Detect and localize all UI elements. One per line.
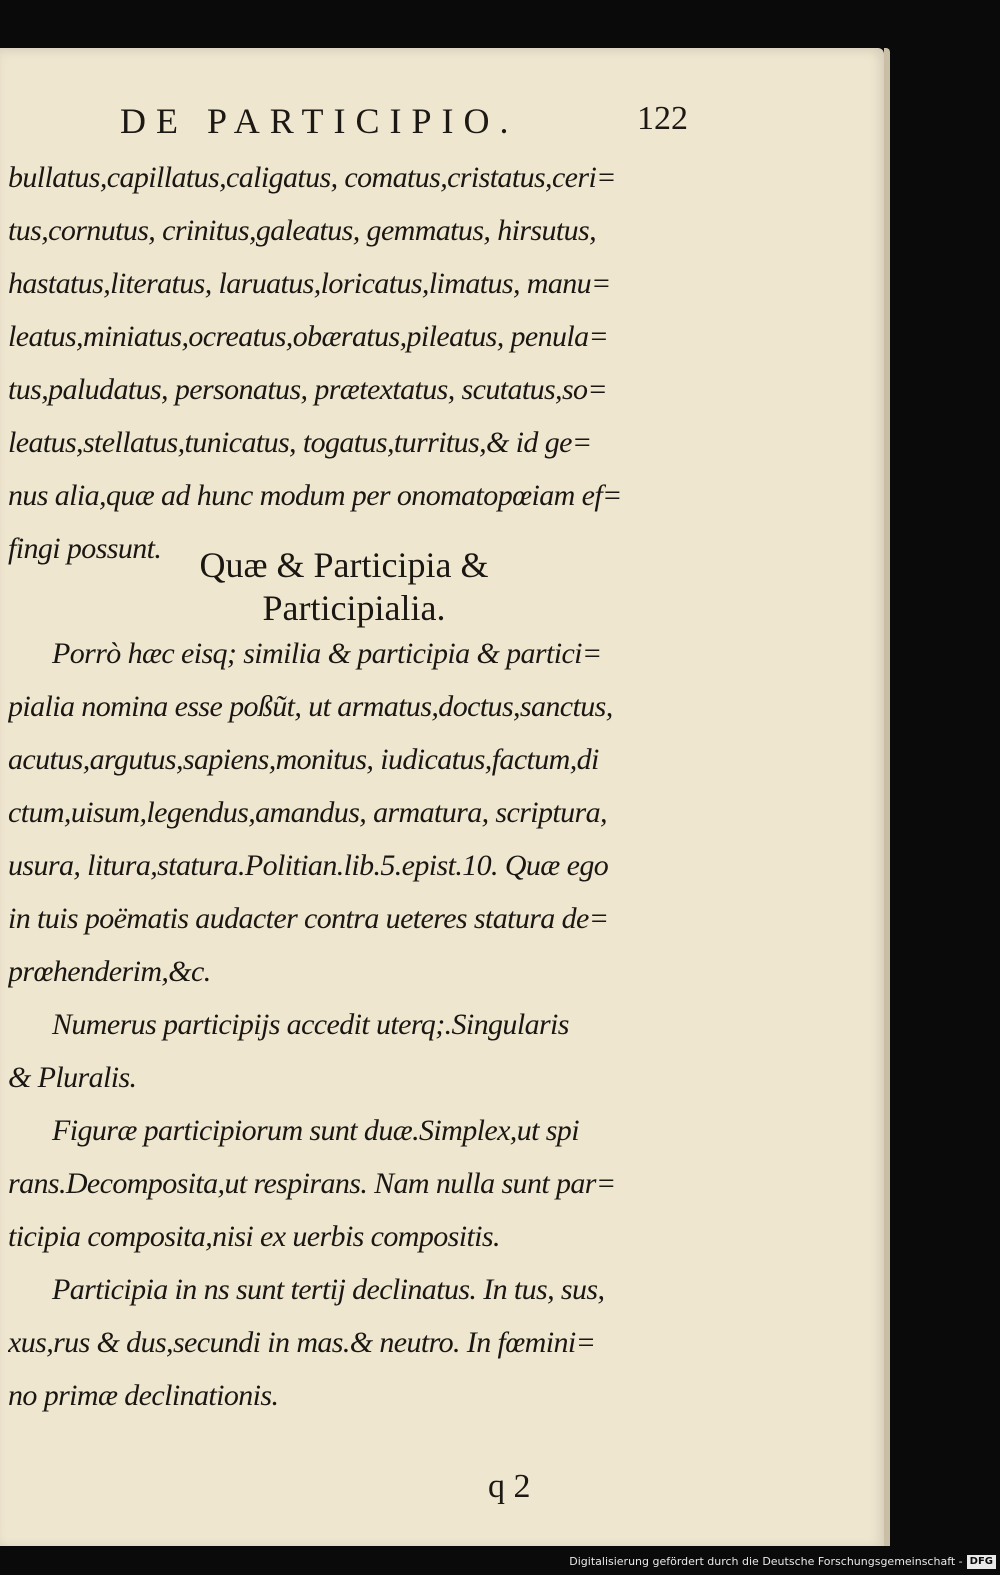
body-line: leatus,miniatus,ocreatus,obæratus,pileatus, penula= [8, 320, 609, 353]
page-text-block [8, 48, 868, 1546]
body-line: & Pluralis. [8, 1061, 137, 1094]
body-line: Porrò hæc eisq; similia & participia & partici= [52, 637, 602, 670]
body-line: tus,paludatus, personatus, prætextatus, scutatus,so= [8, 373, 608, 406]
book-page [0, 48, 884, 1546]
body-line: Figuræ participiorum sunt duæ.Simplex,ut spi [52, 1114, 579, 1147]
body-line: ticipia composita,nisi ex uerbis compositis. [8, 1220, 500, 1253]
body-line: fingi possunt. [8, 532, 162, 565]
body-line: xus,rus & dus,secundi in mas.& neutro. In fœmini= [8, 1326, 596, 1359]
body-line: tus,cornutus, crinitus,galeatus, gemmatus, hirsutus, [8, 214, 596, 247]
page-edge [884, 48, 890, 1546]
body-line: in tuis poëmatis audacter contra ueteres statura de= [8, 902, 609, 935]
body-line: Numerus participijs accedit uterq;.Singularis [52, 1008, 569, 1041]
footer-credit-text: Digitalisierung gefördert durch die Deutsche Forschungsgemeinschaft - [569, 1555, 963, 1568]
section-heading-line1: Quæ & Participia & [199, 545, 489, 585]
running-head: DE PARTICIPIO. [120, 101, 519, 141]
body-line: no primæ declinationis. [8, 1379, 279, 1412]
body-line: hastatus,literatus, laruatus,loricatus,limatus, manu= [8, 267, 611, 300]
body-line: prœhenderim,&c. [8, 955, 211, 988]
body-line: rans.Decomposita,ut respirans. Nam nulla sunt par= [8, 1167, 616, 1200]
body-line: ctum,uisum,legendus,amandus, armatura, scriptura, [8, 796, 607, 829]
section-heading-line2: Participialia. [262, 588, 446, 628]
signature-mark: q 2 [488, 1468, 531, 1505]
dfg-logo: DFG [967, 1555, 996, 1569]
folio-number: 122 [637, 100, 688, 137]
footer-credit [396, 1552, 996, 1572]
body-line: acutus,argutus,sapiens,monitus, iudicatus,factum,di [8, 743, 599, 776]
body-line: bullatus,capillatus,caligatus, comatus,cristatus,ceri= [8, 161, 616, 194]
body-line: Participia in ns sunt tertij declinatus. In tus, sus, [52, 1273, 605, 1306]
body-line: nus alia,quæ ad hunc modum per onomatopœiam ef= [8, 479, 622, 512]
body-line: pialia nomina esse poßũt, ut armatus,doctus,sanctus, [8, 690, 613, 723]
body-line: leatus,stellatus,tunicatus, togatus,turritus,& id ge= [8, 426, 592, 459]
body-line: usura, litura,statura.Politian.lib.5.epist.10. Quæ ego [8, 849, 609, 882]
